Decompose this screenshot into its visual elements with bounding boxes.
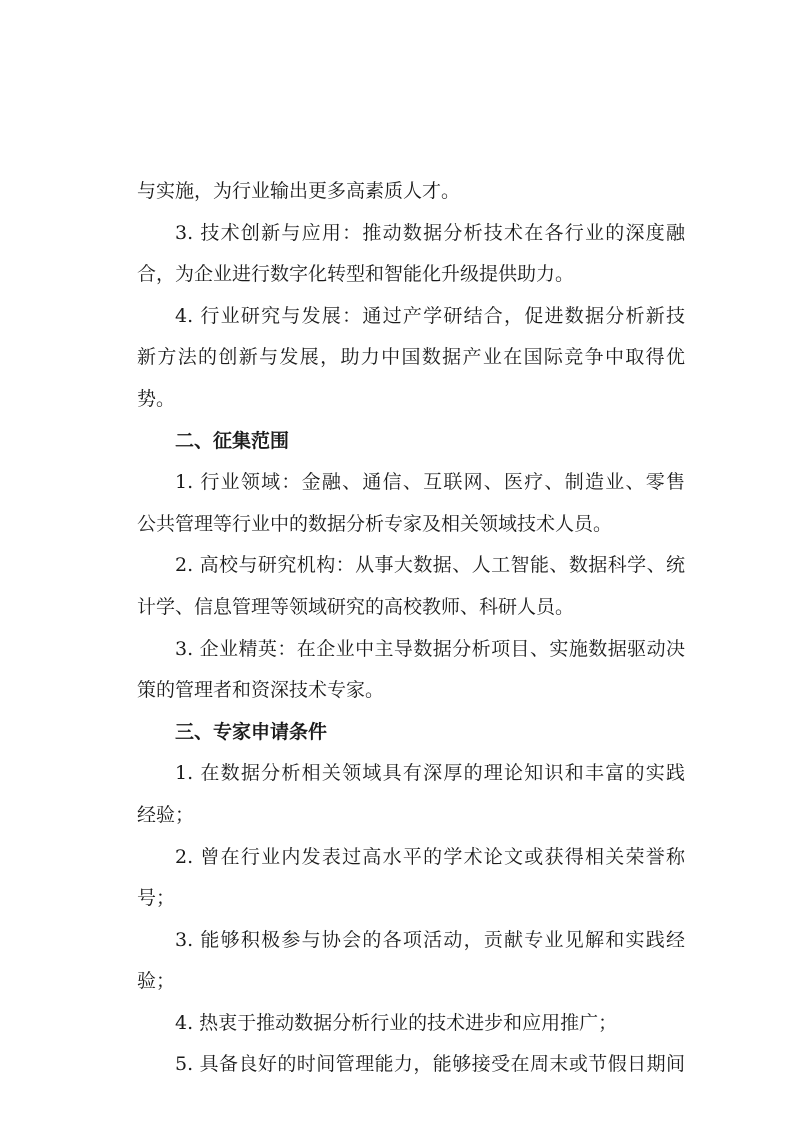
text-line: 策的管理者和资深技术专家。: [137, 679, 385, 702]
text-line: 4. 热衷于推动数据分析行业的技术进步和应用推广；: [175, 1011, 618, 1034]
text-line: 合，为企业进行数字化转型和智能化升级提供助力。: [137, 263, 575, 286]
text-line: 5. 具备良好的时间管理能力，能够接受在周末或节假日期间: [175, 1053, 685, 1076]
document-body: [137, 176, 685, 1091]
text-line: 号；: [137, 887, 176, 910]
section-heading: 三、专家申请条件: [175, 720, 328, 743]
text-line: 3. 企业精英：在企业中主导数据分析项目、实施数据驱动决: [175, 637, 685, 660]
text-line: 新方法的创新与发展，助力中国数据产业在国际竞争中取得优: [137, 346, 685, 369]
text-line: 2. 曾在行业内发表过高水平的学术论文或获得相关荣誉称: [175, 845, 685, 868]
text-line: 经验；: [137, 803, 195, 826]
text-line: 势。: [137, 387, 176, 410]
text-line: 1. 行业领域：金融、通信、互联网、医疗、制造业、零售: [175, 471, 685, 494]
text-line: 验；: [137, 970, 176, 993]
text-line: 计学、信息管理等领域研究的高校教师、科研人员。: [137, 595, 575, 618]
text-line: 2. 高校与研究机构：从事大数据、人工智能、数据科学、统: [175, 554, 685, 577]
text-line: 公共管理等行业中的数据分析专家及相关领域技术人员。: [137, 512, 613, 535]
text-line: 3. 能够积极参与协会的各项活动，贡献专业见解和实践经: [175, 928, 685, 951]
text-line: 1. 在数据分析相关领域具有深厚的理论知识和丰富的实践: [175, 762, 685, 785]
section-heading: 二、征集范围: [175, 429, 290, 452]
text-line: 3. 技术创新与应用：推动数据分析技术在各行业的深度融: [175, 221, 685, 244]
text-line: 4. 行业研究与发展：通过产学研结合，促进数据分析新技: [175, 304, 685, 327]
text-line: 与实施，为行业输出更多高素质人才。: [137, 180, 461, 202]
